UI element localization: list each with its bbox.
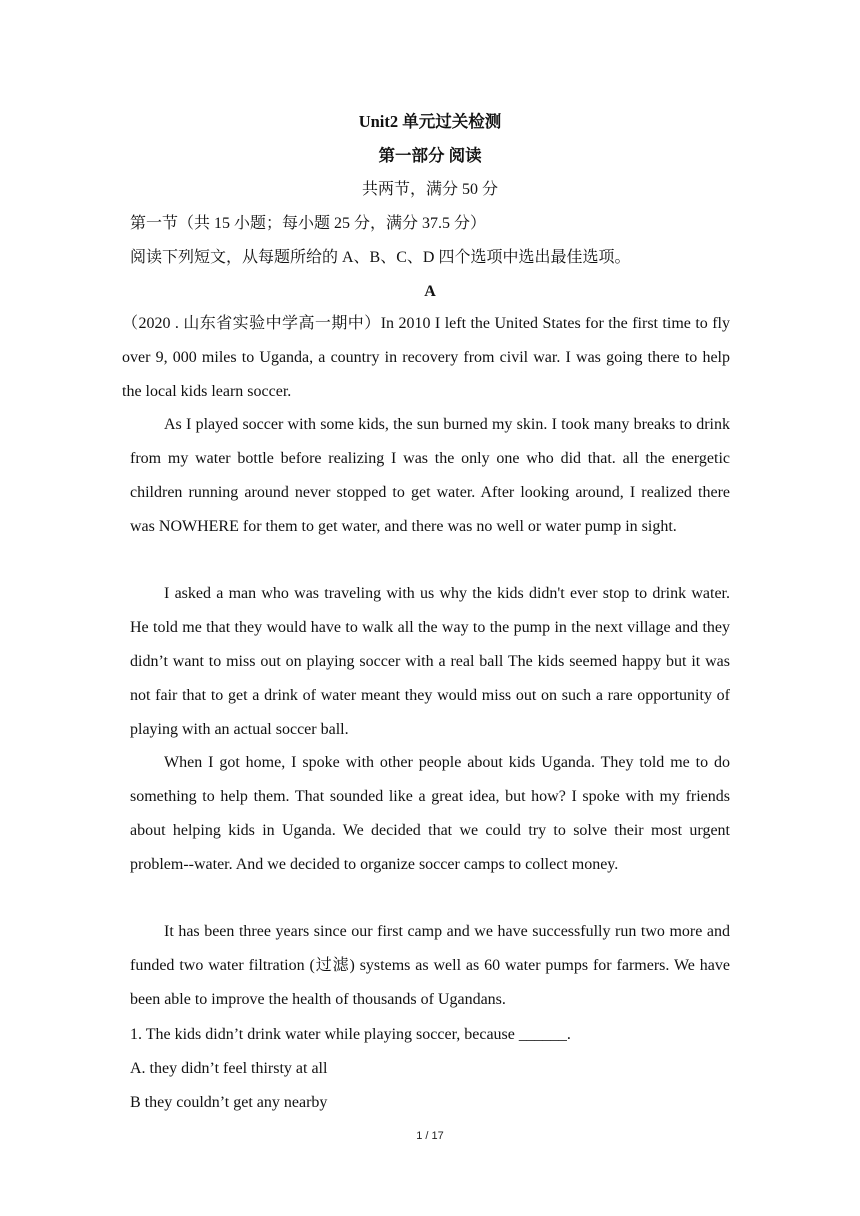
passage-paragraph: （2020 . 山东省实验中学高一期中）In 2010 I left the United States for the first time to fly over 9, 000 miles to Uganda, a country in recovery from civil war. I was going there to help the local kids learn soccer. xyxy=(122,315,730,400)
part-heading: 第一部分 阅读 xyxy=(378,146,482,165)
question-stem: 1. The kids didn’t drink water while playing soccer, because ______. xyxy=(130,1026,571,1043)
passage-paragraph: As I played soccer with some kids, the sun burned my skin. I took many breaks to drink from my water bottle before realizing I was the only one who did that. all the energetic children running around never stopped to get water. After looking around, I realized there was NOWHERE for them to get water, and there was no well or water pump in sight. xyxy=(130,416,730,535)
option-a: A. they didn’t feel thirsty at all xyxy=(130,1060,328,1077)
score-note: 共两节，满分 50 分 xyxy=(361,181,498,198)
passage-paragraph: It has been three years since our first camp and we have successfully run two more and funded two water filtration (过滤) systems as well as 60 water pumps for farmers. We have been able to improve the health of thousands of Ugandans. xyxy=(130,923,730,1008)
passage-paragraph: I asked a man who was traveling with us why the kids didn't ever stop to drink water. He told me that they would have to walk all the way to the pump in the next village and they didn’t want to miss out on playing soccer with a real ball The kids seemed happy but it was not fair that to get a drink of water meant they would miss out on such a rare opportunity of playing with an actual soccer ball. xyxy=(130,585,730,738)
page-title: Unit2 单元过关检测 xyxy=(358,112,502,131)
page-number: 1 / 17 xyxy=(416,1130,444,1142)
passage-heading: A xyxy=(424,283,436,300)
section-heading: 第一节（共 15 小题；每小题 25 分，满分 37.5 分） xyxy=(130,215,487,232)
instructions: 阅读下列短文，从每题所给的 A、B、C、D 四个选项中选出最佳选项。 xyxy=(130,249,631,266)
passage-paragraph: When I got home, I spoke with other people about kids Uganda. They told me to do something to help them. That sounded like a great idea, but how? I spoke with my friends about helping kids in Uganda. We decided that we could try to solve their most urgent problem--water. And we decided to organize soccer camps to collect money. xyxy=(130,754,730,873)
option-b: B they couldn’t get any nearby xyxy=(130,1094,328,1111)
